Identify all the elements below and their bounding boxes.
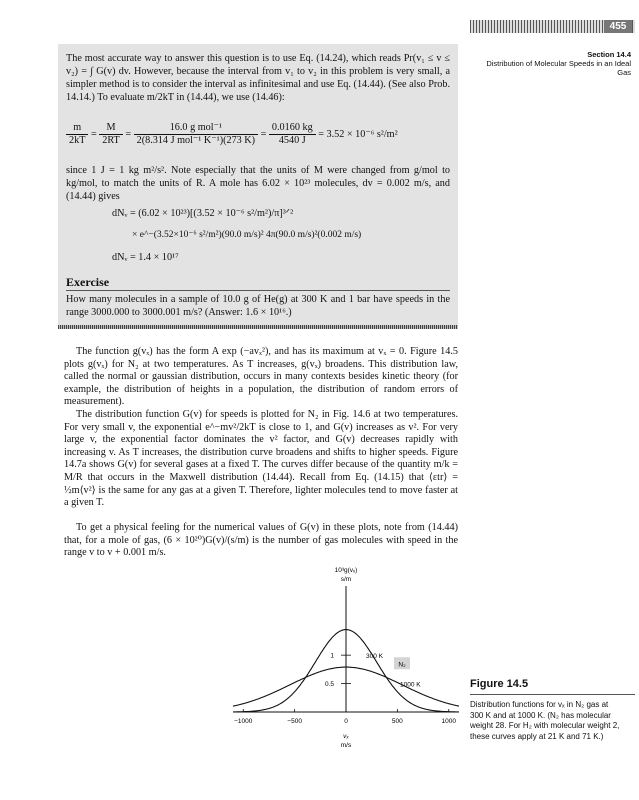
label-300k: 300 K: [366, 653, 383, 661]
figure-title: Figure 14.5: [470, 678, 529, 690]
eq1-lhs-den: 2kT: [69, 135, 86, 146]
eq1-f4-num: 0.0160 kg: [269, 122, 316, 135]
box-paragraph-2: since 1 J = 1 kg m²/s². Note especially that the units of M were changed from g/mol to kg/mol, to match the units of R. A mole has 6.02 × 10²³ molecules, dv = 0.002 m/s, and (14.44) gives: [66, 165, 450, 202]
equation-dNv-line1: dNᵥ = (6.02 × 10²³)[(3.52 × 10⁻⁶ s²/m²)/π]³ᐟ²: [112, 208, 294, 219]
x-axis-unit: m/s: [340, 742, 352, 749]
eq1-f3-den: 2(8.314 J mol⁻¹ K⁻¹)(273 K): [136, 135, 256, 146]
eq1-f2-den: 2RT: [102, 135, 120, 146]
x-tick-label: 500: [391, 718, 403, 725]
label-1000k: 1000 K: [400, 681, 421, 689]
figure-caption: Distribution functions for vₓ in N₂ gas at 300 K and at 1000 K. (N₂ has molecular weight 28. For H₂ with molecular weight 2, these curves apply at 21 K and 71 K.): [470, 700, 620, 741]
x-tick-label: −500: [287, 718, 302, 725]
equation-dNv-line2: × e^−(3.52×10⁻⁶ s²/m²)(90.0 m/s)² 4π(90.0 m/s)²(0.002 m/s): [132, 230, 362, 240]
x-axis-label: vₓ: [343, 733, 349, 740]
eq1-f2-num: M: [99, 122, 123, 135]
equation-m-over-2kT: $\frac{m}{2kT}$ = $\frac{M}{2RT}$ = $\frac{\text{16.0 g mol⁻¹}}{\text{2(8.314 J mol⁻¹ K⁻¹)(273 K)}}$ = $\frac{0.0160 kg}{4540 J}$ = 3.52 × 10⁻⁶ s²/m²: [66, 122, 398, 147]
x-tick-label: 1000: [441, 718, 456, 725]
eq1-result: = 3.52 × 10⁻⁶ s²/m²: [318, 128, 398, 140]
eq1-lhs-num: m: [66, 122, 88, 135]
body-paragraph-2: The distribution function G(v) for speeds is plotted for N₂ in Fig. 14.6 at two temperatures. For very small v, the exponential e^−mv²/2kT is close to 1, and G(v) increases as v². For very large v, the exponential factor dominates the v² factor, and G(v) decreases rapidly with increasing v. As T increases, the distribution curve broadens and shifts to higher speeds. Figure 14.7a shows G(v) for several gases at a fixed T. The curves differ because of the quantity m/k = M/R that occurs in the Maxwell distribution (14.44). Recall from Eq. (14.15) that ⟨εtr⟩ = ½m⟨v²⟩ is the same for any gas at a given T. Therefore, lighter molecules tend to move faster at a given T.: [64, 409, 458, 509]
body-paragraph-1: The function g(vₓ) has the form A exp (−avₓ²), and has its maximum at vₓ = 0. Figure 14.5 plots g(vₓ) for N₂ at two temperatures. As T increases, g(vₓ) broadens. This distribution law, called the normal or gaussian distribution, occurs in many contexts besides kinetic theory (for example, the distribution of heights in a population, the distribution of random errors of measurement).: [64, 346, 458, 408]
x-tick-label: −1000: [234, 718, 253, 725]
y-tick-label: 0.5: [324, 681, 334, 689]
gaussian-chart: [228, 564, 464, 764]
section-label: Section 14.4: [587, 50, 631, 59]
box-divider: [58, 325, 458, 329]
box-paragraph-1: The most accurate way to answer this question is to use Eq. (14.24), which reads Pr(v₁ ≤ v ≤ v₂) = ∫ G(v) dv. However, because the interval from v₁ to v₂ in this problem is very small, a simpler method is to consider the interval as infinitesimal and use Eq. (14.44). (See also Prob. 14.14.) To evaluate m/2kT in (14.44), we use (14.46):: [66, 53, 450, 103]
y-axis-label: 10³g(vₓ): [334, 567, 358, 574]
section-title: Distribution of Molecular Speeds in an Ideal Gas: [486, 59, 631, 77]
section-heading: [481, 50, 631, 77]
page-number: 455: [604, 20, 632, 33]
y-axis-unit: s/m: [340, 576, 352, 583]
x-tick-label: 0: [344, 718, 348, 725]
exercise-title: Exercise: [66, 275, 450, 291]
body-paragraph-3: To get a physical feeling for the numerical values of G(v) in these plots, note from (14.44) that, for a mole of gas, (6 × 10²⁰)G(v)/(s/m) is the number of gas molecules with speed in the range v to v + 0.001 m/s.: [64, 522, 458, 559]
y-tick-label: 1: [330, 652, 334, 660]
exercise-text: How many molecules in a sample of 10.0 g of He(g) at 300 K and 1 bar have speeds in the range 3000.000 to 3000.001 m/s? (Answer: 1.6 × 10¹⁶.): [66, 294, 450, 318]
equation-dNv-result: dNᵥ = 1.4 × 10¹⁷: [112, 252, 179, 263]
eq1-f3-num: 16.0 g mol⁻¹: [134, 122, 258, 135]
figure-rule: [470, 694, 635, 695]
eq1-f4-den: 4540 J: [278, 135, 306, 146]
n2-label: N₂: [398, 661, 406, 669]
